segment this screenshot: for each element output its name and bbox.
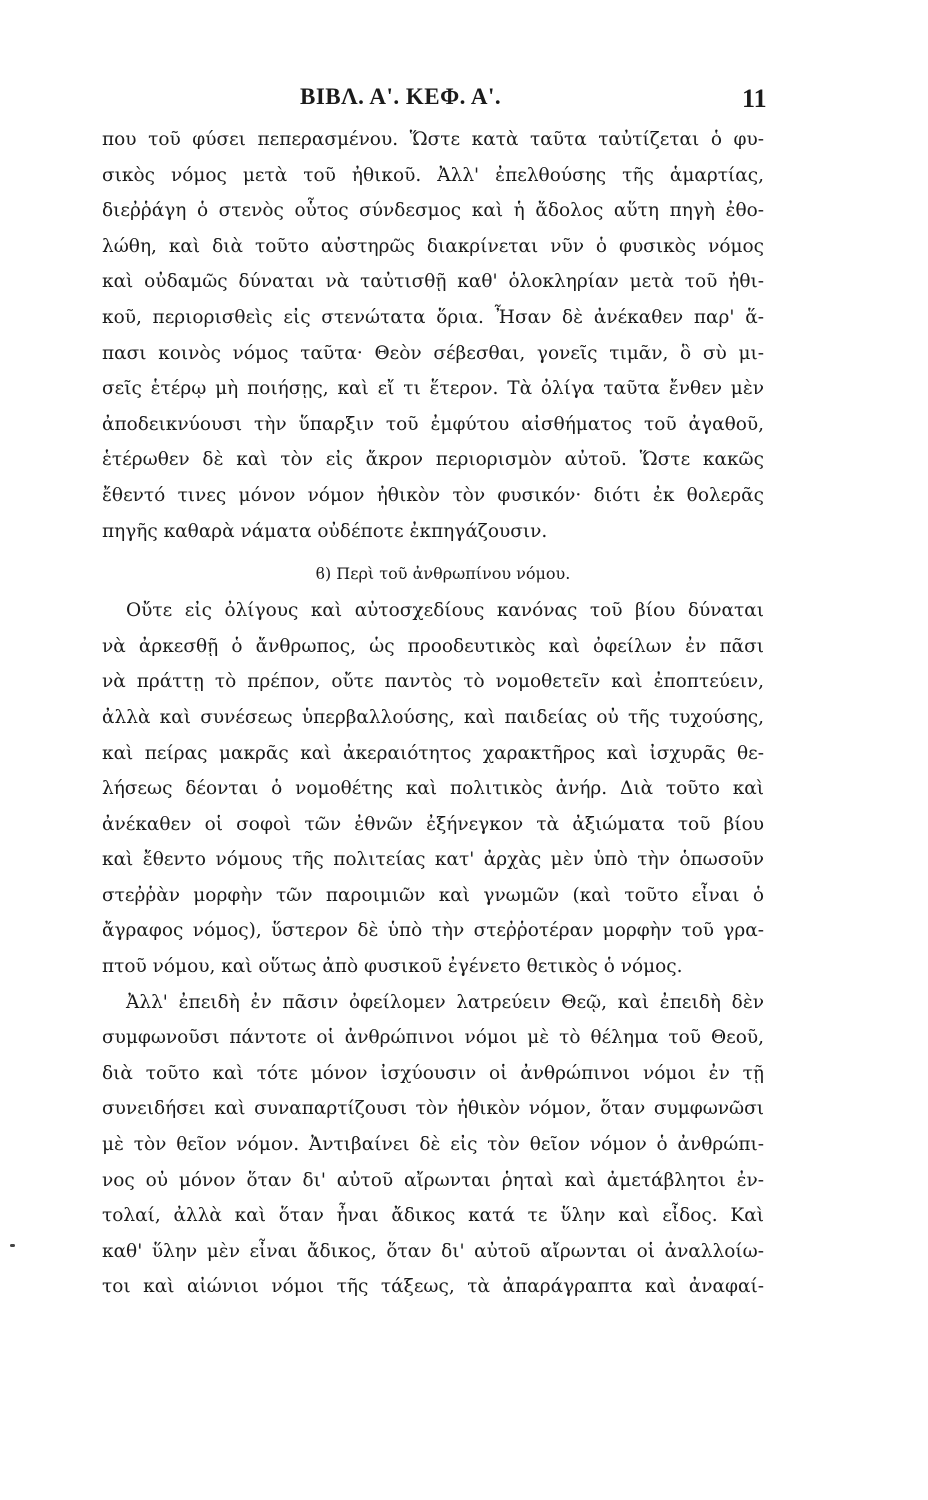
- text-line: πτοῦ νόμου, καὶ οὕτως ἀπὸ φυσικοῦ ἐγένετο θετικὸς ὁ νόμος.: [102, 956, 683, 978]
- text-line: μὲ τὸν θεῖον νόμον. Ἀντιβαίνει δὲ εἰς τὸν θεῖον νόμον ὁ ἀνθρώπι-: [102, 1134, 764, 1156]
- paragraph-human-law: [102, 593, 764, 985]
- text-line: Ἀλλ' ἐπειδὴ ἐν πᾶσιν ὀφείλομεν λατρεύειν Θεῷ, καὶ ἐπειδὴ δὲν: [126, 991, 764, 1013]
- text-line: καθ' ὕλην μὲν εἶναι ἄδικος, ὅταν δι' αὐτοῦ αἴρωνται οἱ ἀναλλοίω-: [102, 1240, 764, 1262]
- text-line: ἀλλὰ καὶ συνέσεως ὑπερβαλλούσης, καὶ παιδείας οὐ τῆς τυχούσης,: [102, 706, 764, 728]
- running-header: [0, 78, 928, 118]
- text-line: συμφωνοῦσι πάντοτε οἱ ἀνθρώπινοι νόμοι μὲ τὸ θέλημα τοῦ Θεοῦ,: [102, 1027, 764, 1049]
- ink-speck: [10, 1244, 15, 1247]
- text-line: σεῖς ἑτέρῳ μὴ ποιήσῃς, καὶ εἴ τι ἕτερον. Τὰ ὀλίγα ταῦτα ἔνθεν μὲν: [102, 378, 764, 400]
- text-line: ἔθεντό τινες μόνον νόμον ἠθικὸν τὸν φυσικόν· διότι ἐκ θολερᾶς: [102, 484, 764, 506]
- text-line: νος οὐ μόνον ὅταν δι' αὐτοῦ αἴρωνται ῥηταὶ καὶ ἀμετάβλητοι ἐν-: [102, 1169, 764, 1191]
- body-text: [102, 122, 764, 1305]
- text-line: ἀνέκαθεν οἱ σοφοὶ τῶν ἐθνῶν ἐξήνεγκον τὰ ἀξιώματα τοῦ βίου: [102, 813, 764, 835]
- text-line: λώθη, καὶ διὰ τοῦτο αὐστηρῶς διακρίνεται νῦν ὁ φυσικὸς νόμος: [102, 235, 764, 257]
- text-line: ἄγραφος νόμος), ὕστερον δὲ ὑπὸ τὴν στεῤῥοτέραν μορφὴν τοῦ γρα-: [102, 920, 764, 942]
- text-line: καὶ ἔθεντο νόμους τῆς πολιτείας κατ' ἀρχὰς μὲν ὑπὸ τὴν ὁπωσοῦν: [102, 849, 764, 871]
- section-heading: ϐ) Περὶ τοῦ ἀνθρωπίνου νόμου.: [315, 564, 571, 584]
- text-line: διὰ τοῦτο καὶ τότε μόνον ἰσχύουσιν οἱ ἀνθρώπινοι νόμοι ἐν τῇ: [102, 1062, 764, 1084]
- text-line: λήσεως δέονται ὁ νομοθέτης καὶ πολιτικὸς ἀνήρ. Διὰ τοῦτο καὶ: [102, 778, 764, 800]
- text-line: Οὔτε εἰς ὀλίγους καὶ αὐτοσχεδίους κανόνας τοῦ βίου δύναται: [126, 600, 764, 622]
- text-line: τολαί, ἀλλὰ καὶ ὅταν ἦναι ἄδικος κατά τε ὕλην καὶ εἶδος. Καὶ: [102, 1205, 764, 1227]
- text-line: διεῤῥάγη ὁ στενὸς οὗτος σύνδεσμος καὶ ἡ ἄδολος αὕτη πηγὴ ἐθο-: [102, 200, 764, 222]
- text-line: νὰ πράττῃ τὸ πρέπον, οὔτε παντὸς τὸ νομοθετεῖν καὶ ἐποπτεύειν,: [102, 671, 764, 693]
- text-line: νὰ ἀρκεσθῇ ὁ ἄνθρωπος, ὡς προοδευτικὸς καὶ ὀφείλων ἐν πᾶσι: [102, 635, 764, 657]
- text-line: ἀποδεικνύουσι τὴν ὕπαρξιν τοῦ ἐμφύτου αἰσθήματος τοῦ ἀγαθοῦ,: [102, 413, 764, 435]
- text-line: καὶ πείρας μακρᾶς καὶ ἀκεραιότητος χαρακτῆρος καὶ ἰσχυρᾶς θε-: [102, 742, 764, 764]
- page-number: 11: [742, 84, 767, 113]
- paragraph-natural-law: [102, 122, 764, 549]
- text-line: που τοῦ φύσει πεπερασμένου. Ὥστε κατὰ ταῦτα ταὐτίζεται ὁ φυ-: [102, 129, 764, 150]
- text-line: ἑτέρωθεν δὲ καὶ τὸν εἰς ἄκρον περιορισμὸν αὐτοῦ. Ὥστε κακῶς: [102, 449, 764, 471]
- text-line: πασι κοινὸς νόμος ταῦτα· Θεὸν σέβεσθαι, γονεῖς τιμᾶν, ὃ σὺ μι-: [102, 342, 764, 364]
- text-line: κοῦ, περιορισθεὶς εἰς στενώτατα ὅρια. Ἦσαν δὲ ἀνέκαθεν παρ' ἅ-: [102, 306, 764, 328]
- text-line: καὶ οὐδαμῶς δύναται νὰ ταὐτισθῇ καθ' ὁλοκληρίαν μετὰ τοῦ ἠθι-: [102, 271, 764, 293]
- paragraph-divine-law: [102, 985, 764, 1305]
- running-title: ΒΙΒΛ. Α'. ΚΕΦ. Α'.: [300, 84, 502, 109]
- text-line: στεῤῥὰν μορφὴν τῶν παροιμιῶν καὶ γνωμῶν (καὶ τοῦτο εἶναι ὁ: [102, 884, 764, 906]
- text-line: σικὸς νόμος μετὰ τοῦ ἠθικοῦ. Ἀλλ' ἐπελθούσης τῆς ἁμαρτίας,: [102, 164, 764, 186]
- text-line: τοι καὶ αἰώνιοι νόμοι τῆς τάξεως, τὰ ἀπαράγραπτα καὶ ἀναφαί-: [102, 1276, 764, 1298]
- text-line: συνειδήσει καὶ συναπαρτίζουσι τὸν ἠθικὸν νόμον, ὅταν συμφωνῶσι: [102, 1098, 764, 1120]
- text-line: πηγῆς καθαρὰ νάματα οὐδέποτε ἐκπηγάζουσιν.: [102, 520, 548, 542]
